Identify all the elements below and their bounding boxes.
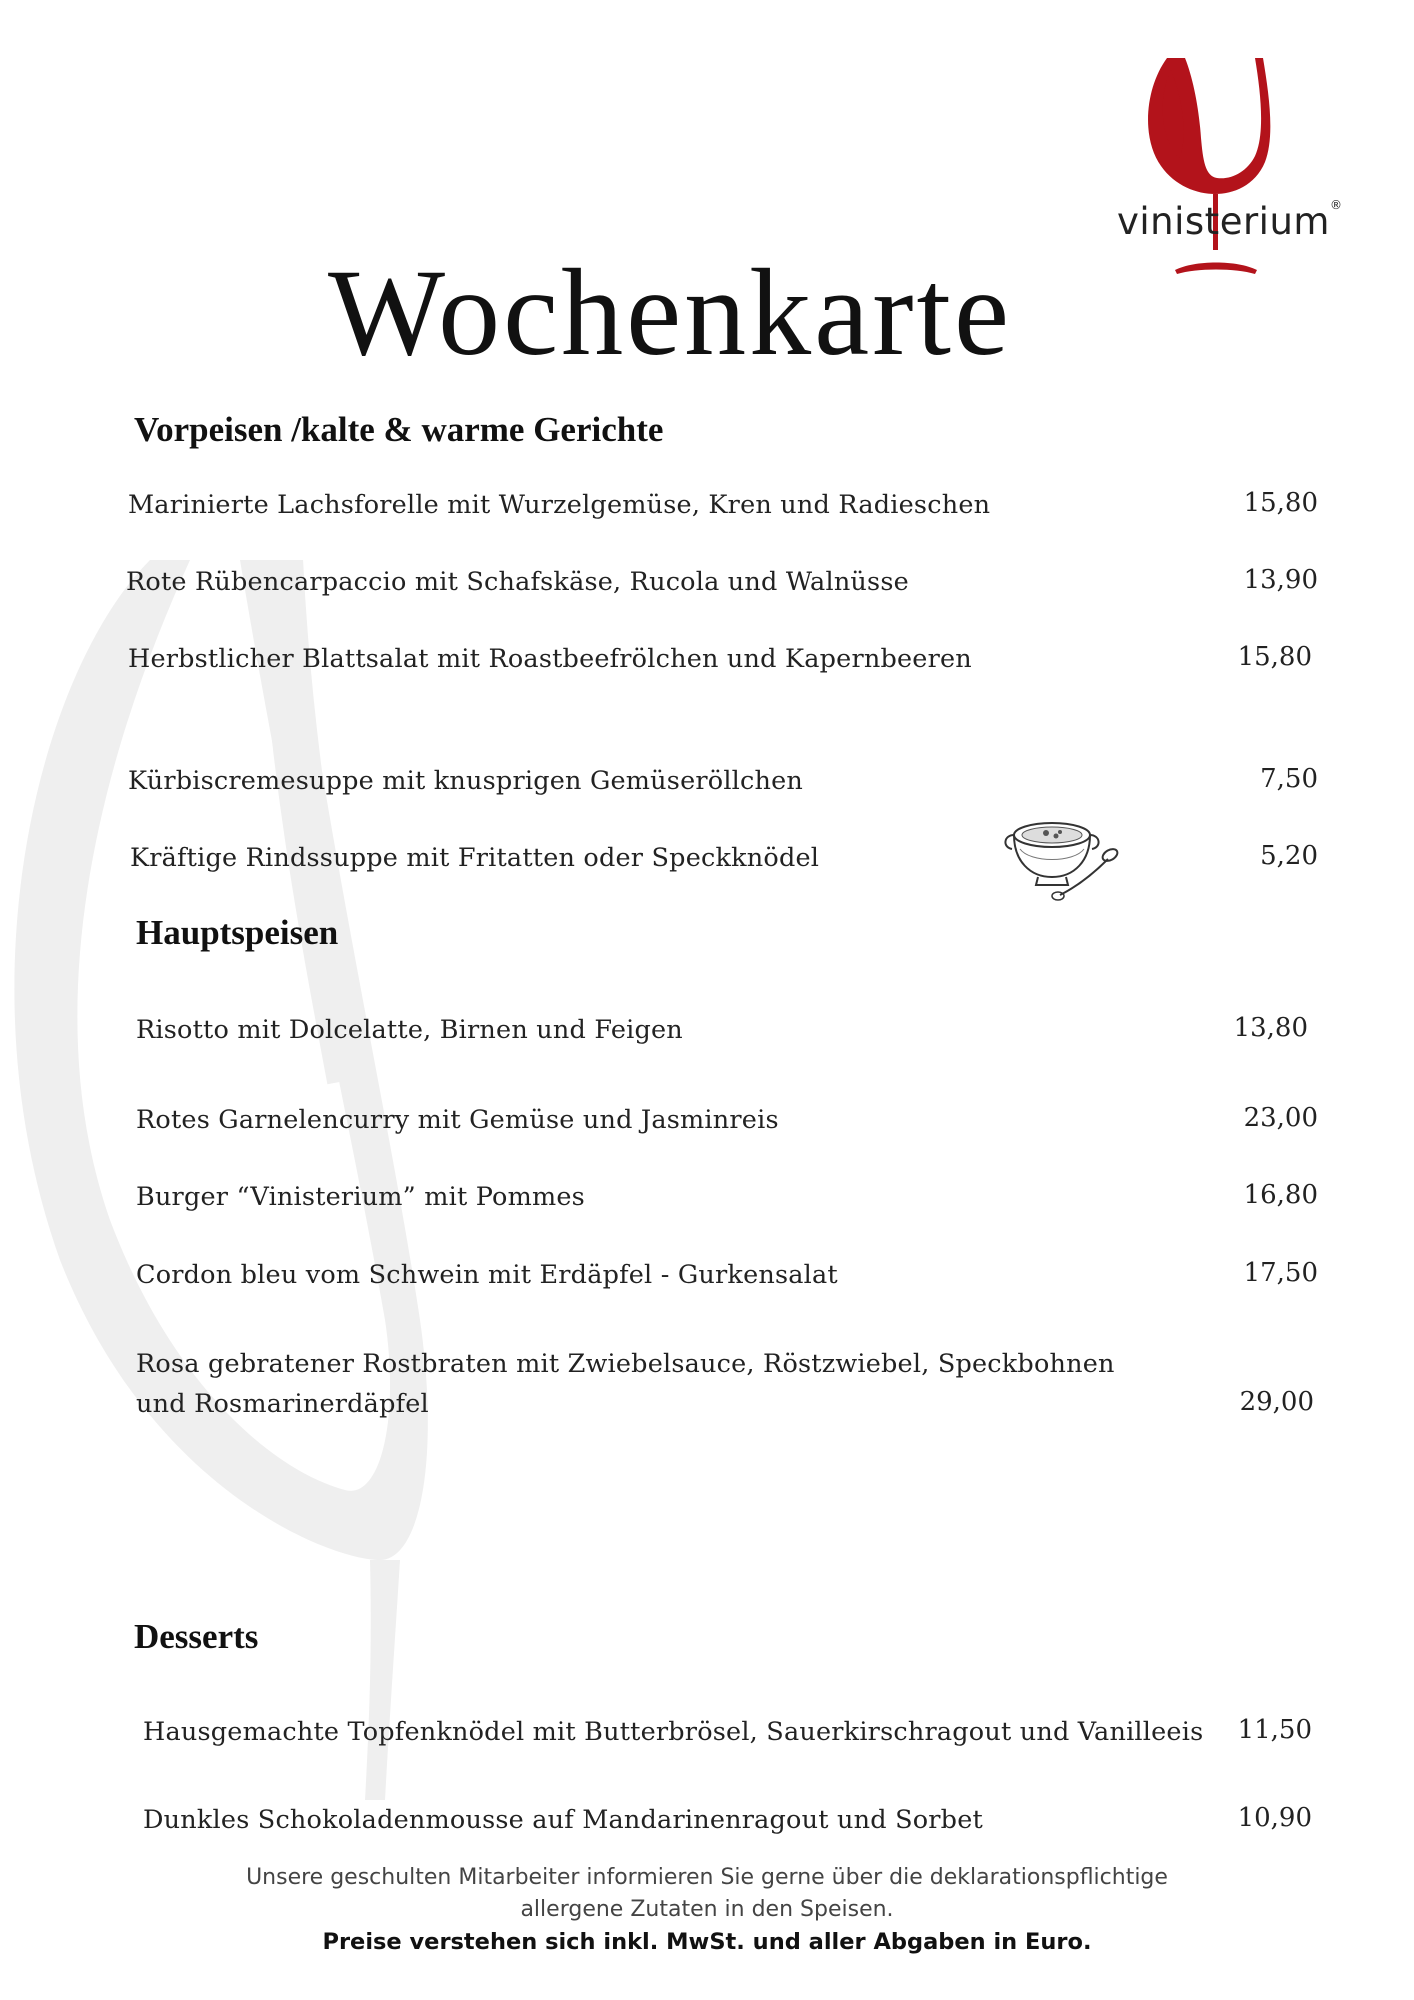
brand-logo-text [1117, 200, 1342, 243]
menu-item-name: Rote Rübencarpaccio mit Schafskäse, Rucola und Walnüsse [126, 567, 909, 597]
menu-item-name-line1: Rosa gebratener Rostbraten mit Zwiebelsauce, Röstzwiebel, Speckbohnen [136, 1349, 1115, 1379]
footer-line-2: allergene Zutaten in den Speisen. [520, 1897, 894, 1922]
menu-item-name: Marinierte Lachsforelle mit Wurzelgemüse, Kren und Radieschen [128, 490, 991, 520]
menu-item-name: Herbstlicher Blattsalat mit Roastbeefrölchen und Kapernbeeren [128, 644, 972, 674]
menu-item-name: Kräftige Rindssuppe mit Fritatten oder Speckknödel [130, 843, 820, 873]
menu-item-price: 15,80 [1237, 642, 1312, 672]
registered-mark: ® [1329, 198, 1343, 212]
soup-bowl-icon [1000, 805, 1120, 903]
menu-item-price: 15,80 [1243, 488, 1318, 518]
section-heading-desserts: Desserts [134, 1617, 259, 1656]
menu-item-name: Kürbiscremesuppe mit knusprigen Gemüseröllchen [128, 766, 804, 796]
page-title: Wochenkarte [328, 244, 1012, 381]
menu-item-name-line2: und Rosmarinerdäpfel [136, 1389, 429, 1419]
footer-allergen-note [0, 1862, 1414, 1958]
menu-item-name: Hausgemachte Topfenknödel mit Butterbrösel, Sauerkirschragout und Vanilleeis [143, 1717, 1204, 1747]
menu-item-price: 10,90 [1237, 1803, 1312, 1833]
menu-item-name: Risotto mit Dolcelatte, Birnen und Feigen [136, 1015, 683, 1045]
menu-item-name: Cordon bleu vom Schwein mit Erdäpfel - Gurkensalat [136, 1260, 838, 1290]
menu-item-name: Rotes Garnelencurry mit Gemüse und Jasminreis [136, 1105, 779, 1135]
footer-price-note: Preise verstehen sich inkl. MwSt. und aller Abgaben in Euro. [322, 1929, 1092, 1955]
section-heading-hauptspeisen: Hauptspeisen [136, 913, 339, 952]
brand-name: vinisterium [1117, 200, 1330, 243]
section-heading-vorpeisen: Vorpeisen /kalte & warme Gerichte [134, 410, 664, 449]
menu-item-price: 16,80 [1243, 1180, 1318, 1210]
menu-item-name: Dunkles Schokoladenmousse auf Mandarinenragout und Sorbet [143, 1805, 983, 1835]
menu-item-price: 11,50 [1237, 1715, 1312, 1745]
menu-item-price: 13,90 [1243, 565, 1318, 595]
menu-item-price: 17,50 [1243, 1258, 1318, 1288]
menu-item-price: 7,50 [1260, 764, 1318, 794]
menu-item-name: Burger “Vinisterium” mit Pommes [136, 1182, 585, 1212]
menu-item-price: 29,00 [1239, 1387, 1314, 1417]
menu-item-price: 23,00 [1243, 1103, 1318, 1133]
menu-item-price: 13,80 [1233, 1013, 1308, 1043]
footer-line-1: Unsere geschulten Mitarbeiter informieren Sie gerne über die deklarationspflichtige [246, 1865, 1168, 1890]
menu-item-price: 5,20 [1260, 841, 1318, 871]
